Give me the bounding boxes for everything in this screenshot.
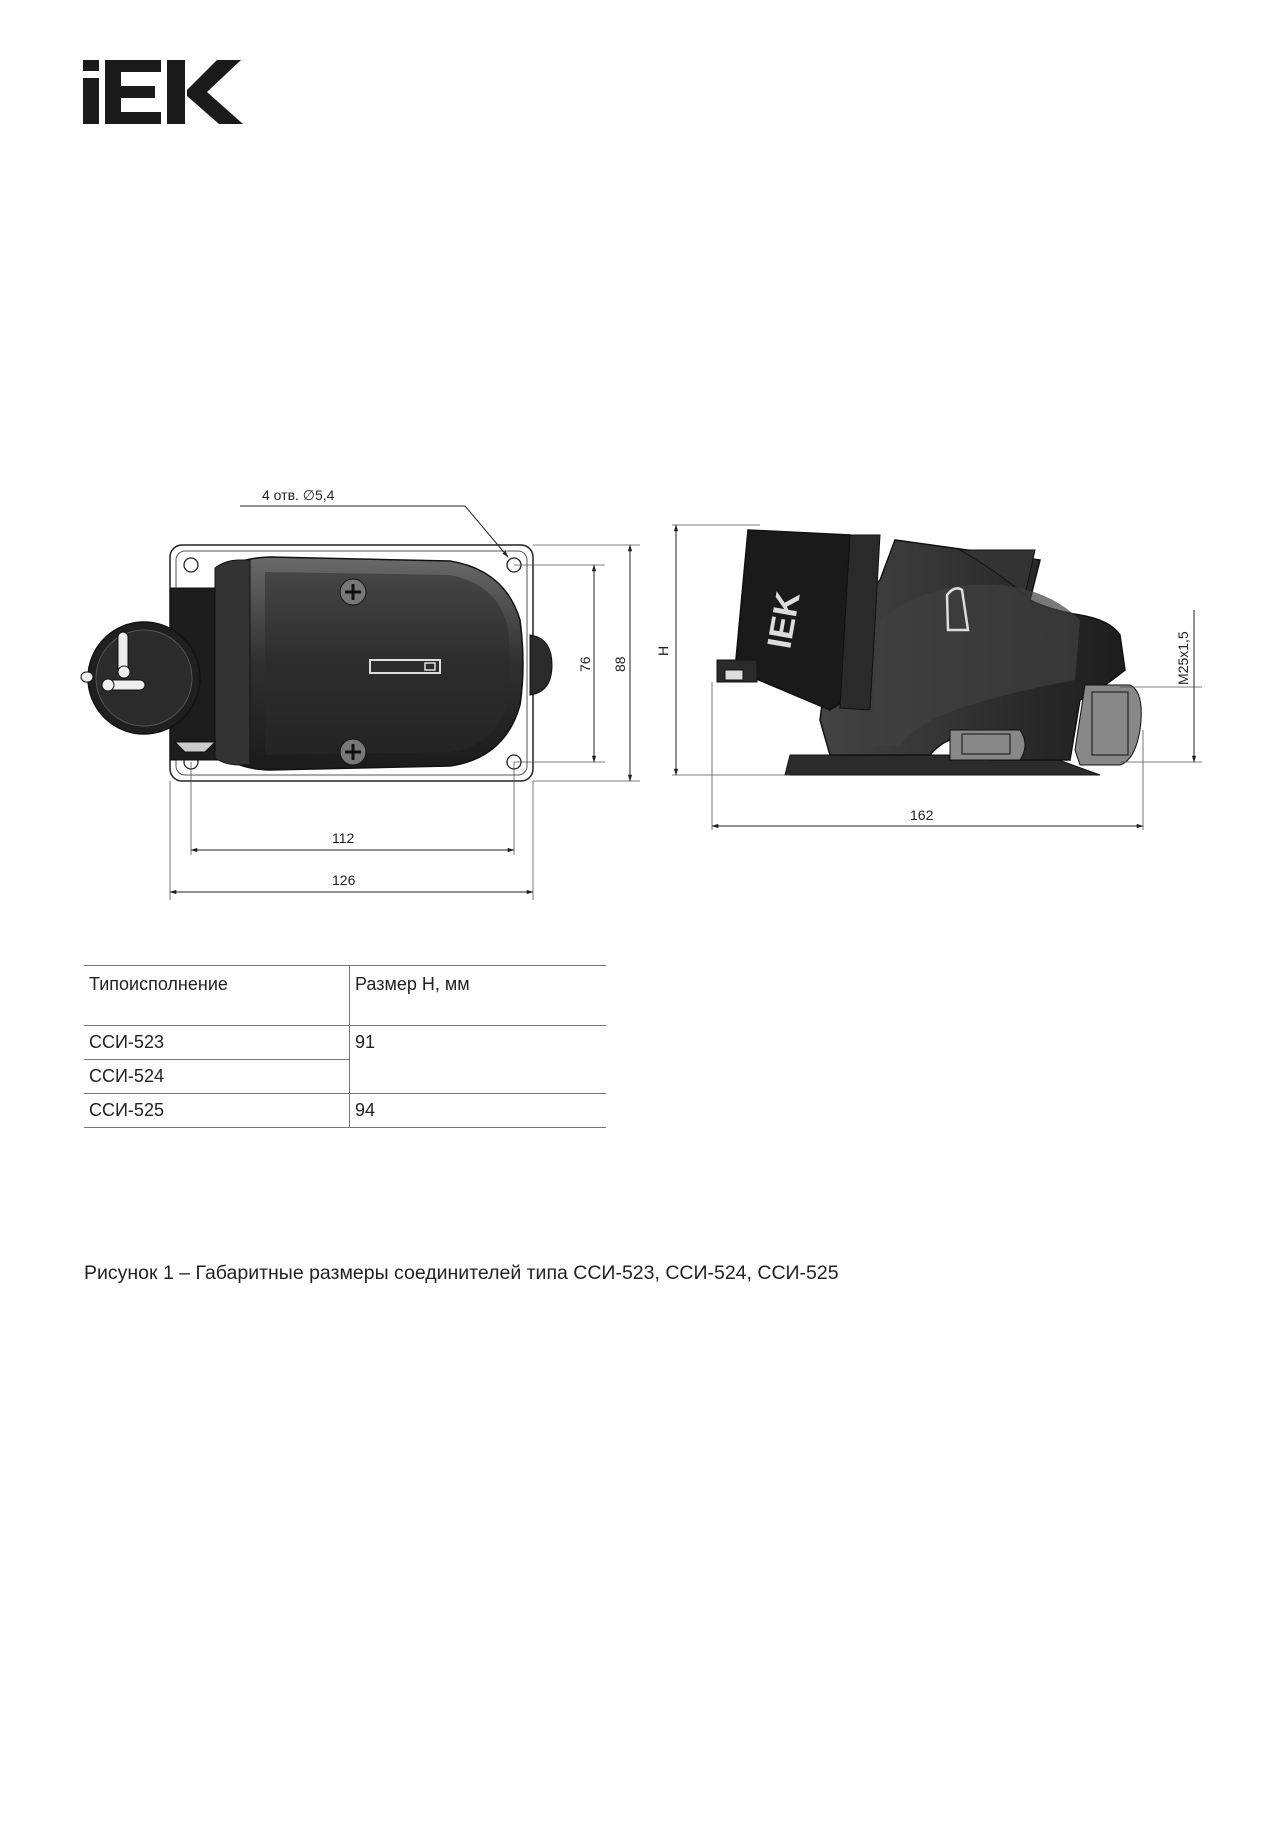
cell-model: ССИ-523: [84, 1026, 350, 1060]
cable-gland: [1075, 685, 1141, 765]
side-body-logo: IEK: [760, 588, 808, 652]
table-header-row: [84, 966, 606, 1026]
table-row: [84, 1026, 606, 1060]
cell-model: ССИ-524: [84, 1060, 350, 1094]
cell-model: ССИ-525: [84, 1094, 350, 1128]
cell-size: 91: [355, 1032, 376, 1052]
table-row: [84, 1094, 606, 1128]
dim-88-label: 88: [612, 656, 628, 672]
dim-112-label: 112: [332, 830, 355, 846]
front-view: [81, 487, 640, 900]
figure-caption: Рисунок 1 – Габаритные размеры соединителей типа ССИ-523, ССИ-524, ССИ-525: [84, 1262, 839, 1284]
dim-thread-label: M25x1,5: [1175, 631, 1191, 685]
dim-h-label: H: [655, 645, 671, 656]
table-row: [84, 1060, 606, 1094]
cell-size: [350, 1060, 607, 1094]
header-size: Размер H, мм: [350, 966, 607, 1026]
mounting-hole-tl: [184, 558, 198, 572]
header-model: Типоисполнение: [84, 966, 350, 1026]
dimension-table: [84, 965, 606, 1128]
hole-note: 4 отв. ∅5,4: [262, 487, 335, 503]
dim-126-label: 126: [332, 872, 356, 888]
technical-drawing: [0, 460, 1280, 900]
dim-162-label: 162: [910, 807, 934, 823]
dim-76-label: 76: [577, 656, 593, 672]
cell-size: 94: [350, 1094, 607, 1128]
iek-logo: [83, 60, 243, 124]
side-view: [655, 525, 1202, 830]
pin-left: [81, 672, 93, 682]
